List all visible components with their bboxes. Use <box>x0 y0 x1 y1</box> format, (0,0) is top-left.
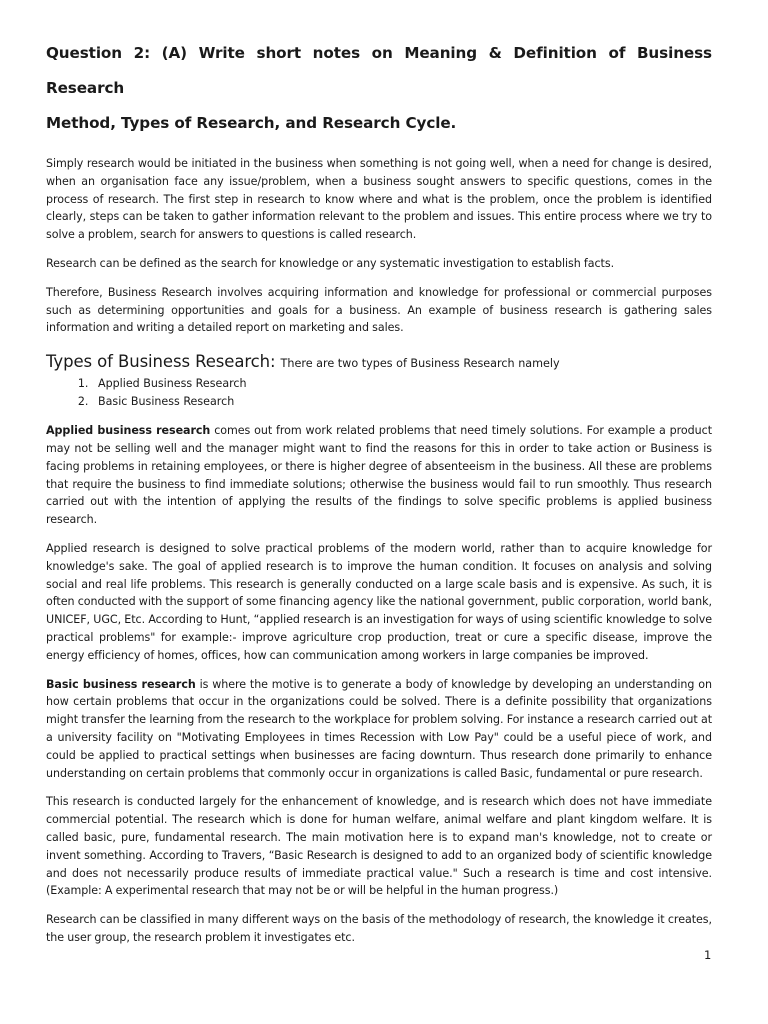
list-item: 2. Basic Business Research <box>92 393 712 411</box>
basic-research-lead: Basic business research <box>46 677 196 691</box>
question-title-line2: Method, Types of Research, and Research Cycle. <box>46 114 457 132</box>
applied-research-paragraph <box>46 422 712 529</box>
types-heading: Types of Business Research: <box>46 352 276 372</box>
basic-research-paragraph <box>46 676 712 783</box>
types-list <box>46 375 712 411</box>
types-heading-row <box>46 351 712 375</box>
basic-research-detail-paragraph: This research is conducted largely for the enhancement of knowledge, and is research which does not have immediate commercial potential. The research which is done for human welfare, animal welfare and plant kingdom welfare. It is called basic, pure, fundamental research. The main motivation here is to expand man's knowledge, not to create or invent something. According to Travers, “Basic Research is designed to add to an organized body of scientific knowledge and does not necessarily produce results of immediate practical value." Such a research is time and cost intensive. (Example: A experimental research that may not be or will be helpful in the human progress.) <box>46 795 712 898</box>
business-research-paragraph: Therefore, Business Research involves acquiring information and knowledge for professional or commercial purposes such as determining opportunities and goals for a business. An example of business research is gathering sales information and writing a detailed report on marketing and sales. <box>46 285 712 335</box>
page-number: 1 <box>704 948 712 962</box>
applied-research-text: comes out from work related problems that need timely solutions. For example a product may not be selling well and the manager might want to find the reasons for this in order to take action or Business is facing problems in retaining employees, or there is higher degree of absenteeism in the business. All these are problems that require the business to find immediate solutions; otherwise the business would fail to run smoothly. Thus research carried out with the intention of applying the results of the findings to solve specific problems is applied business research. <box>46 424 712 527</box>
question-title <box>46 0 712 141</box>
definition-paragraph: Research can be defined as the search for knowledge or any systematic investigation to establish facts. <box>46 256 615 270</box>
applied-research-detail-paragraph: Applied research is designed to solve practical problems of the modern world, rather than to acquire knowledge for knowledge's sake. The goal of applied research is to improve the human condition. It focuses on analysis and solving social and real life problems. This research is generally conducted on a large scale basis and is expensive. As such, it is often conducted with the support of some financing agency like the national government, public corporation, world bank, UNICEF, UGC, Etc. According to Hunt, “applied research is an investigation for ways of using scientific knowledge to solve practical problems" for example:- improve agriculture crop production, treat or cure a specific disease, improve the energy efficiency of homes, offices, how can communication among workers in large companies be improved. <box>46 541 712 662</box>
basic-research-text: is where the motive is to generate a body of knowledge by developing an understanding on how certain problems that occur in the organizations could be solved. There is a definite possibility that organizations might transfer the learning from the research to the workplace for problem solving. For instance a research carried out at a university facility on "Motivating Employees in times Recession with Low Pay" could be a useful piece of work, and could be applied to practical settings when businesses are facing downturn. Thus research done primarily to enhance understanding on certain problems that commonly occur in organizations is called Basic, fundamental or pure research. <box>46 677 712 780</box>
document-page <box>46 0 712 947</box>
intro-paragraph: Simply research would be initiated in the business when something is not going well, when a need for change is desired, when an organisation face any issue/problem, when a business sought answers to specific questions, comes in the process of research. The first step in research to know where and what is the problem, once the problem is identified clearly, steps can be taken to gather information relevant to the problem and issues. This entire process where we try to solve a problem, search for answers to questions is called research. <box>46 157 712 242</box>
applied-research-lead: Applied business research <box>46 424 211 438</box>
types-intro: There are two types of Business Research namely <box>280 357 560 371</box>
closing-paragraph: Research can be classified in many different ways on the basis of the methodology of research, the knowledge it creates, the user group, the research problem it investigates etc. <box>46 913 712 944</box>
list-item: 1. Applied Business Research <box>92 375 712 393</box>
question-title-line1: Question 2: (A) Write short notes on Meaning & Definition of Business Research <box>46 44 712 97</box>
